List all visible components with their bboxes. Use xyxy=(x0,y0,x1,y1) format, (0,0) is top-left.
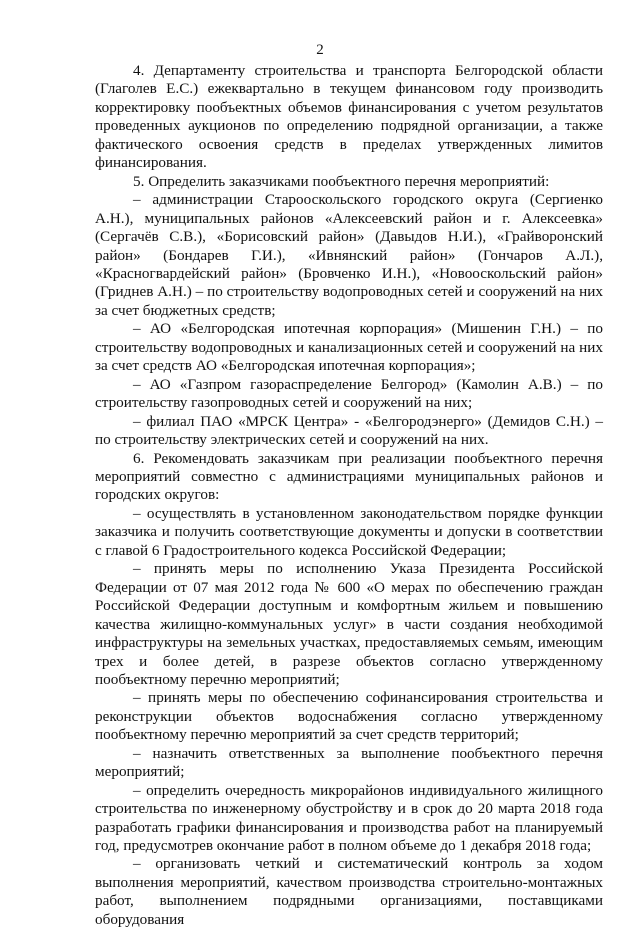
list-item-customer-functions: – осуществлять в установленном законодательством порядке функции заказчика и получить соответствующие документы и допуски в соответствии с главой 6 Градостроительного кодекса Российской Федерации; xyxy=(95,504,603,559)
list-item-gazprom: – АО «Газпром газораспределение Белгород» (Камолин А.В.) – по строительству газопроводных сетей и сооружений на них; xyxy=(95,375,603,412)
list-item-municipal-administrations: – администрации Старооскольского городского округа (Сергиенко А.Н.), муниципальных районов «Алексеевский район и г. Алексеевка» (Сергачёв С.В.), «Борисовский район» (Давыдов Н.И.), «Грайворонский район» (Бондарев Г.И.), «Ивнянский район» (Гончаров А.Л.), «Красногвардейский район» (Бровченко И.Н.), «Новооскольский район» (Гриднев А.Н.) – по строительству водопроводных сетей и сооружений на них за счет бюджетных средств; xyxy=(95,191,603,319)
paragraph-5-define-customers: 5. Определить заказчиками пообъектного перечня мероприятий: xyxy=(133,172,550,190)
list-item-presidential-decree: – принять меры по исполнению Указа Президента Российской Федерации от 07 мая 2012 года № 600 «О мерах по обеспечению граждан Российской Федерации доступным и комфортным жильем и повышению качества жилищно-коммунальных услуг» в части создания необходимой инфраструктуры на земельных участках, предоставляемых семьям, имеющим трех и более детей, в разрезе объектов согласно утвержденному пообъектному перечню мероприятий; xyxy=(95,560,603,688)
paragraph-6-recommend-customers: 6. Рекомендовать заказчикам при реализации пообъектного перечня мероприятий совместно с администрациями муниципальных районов и городских округов: xyxy=(95,449,603,504)
paragraph-4-department-adjustment: 4. Департаменту строительства и транспорта Белгородской области (Глаголев Е.С.) ежеквартально в текущем финансовом году производить корректировку пообъектных объемов финансирования с учетом результатов проведенных аукционов по определению подрядной организации, а также фактического освоения средств в пределах утвержденных лимитов финансирования. xyxy=(95,62,603,172)
list-item-mrsk: – филиал ПАО «МРСК Центра» - «Белгородэнерго» (Демидов С.Н.) – по строительству электрических сетей и сооружений на них. xyxy=(95,412,603,449)
document-body xyxy=(95,62,603,929)
page-number: 2 xyxy=(316,42,324,58)
list-item-determine-order: – определить очередность микрорайонов индивидуального жилищного строительства по инженерному обустройству и в срок до 20 марта 2018 года разработать графики финансирования и производства работ на планируемый год, предусмотрев окончание работ в полном объеме до 1 декабря 2018 года; xyxy=(95,781,603,855)
list-item-cofinancing: – принять меры по обеспечению софинансирования строительства и реконструкции объектов водоснабжения согласно утвержденному пообъектному перечню мероприятий за счет средств территорий; xyxy=(95,689,603,744)
list-item-organize-control: – организовать четкий и систематический контроль за ходом выполнения мероприятий, качеством производства строительно-монтажных работ, выполнением подрядными организациями, поставщиками оборудования xyxy=(95,855,603,928)
list-item-appoint-responsible: – назначить ответственных за выполнение пообъектного перечня мероприятий; xyxy=(95,744,603,781)
list-item-mortgage-corporation: – АО «Белгородская ипотечная корпорация» (Мишенин Г.Н.) – по строительству водопроводных и канализационных сетей и сооружений на них за счет средств АО «Белгородская ипотечная корпорация»; xyxy=(95,320,603,375)
